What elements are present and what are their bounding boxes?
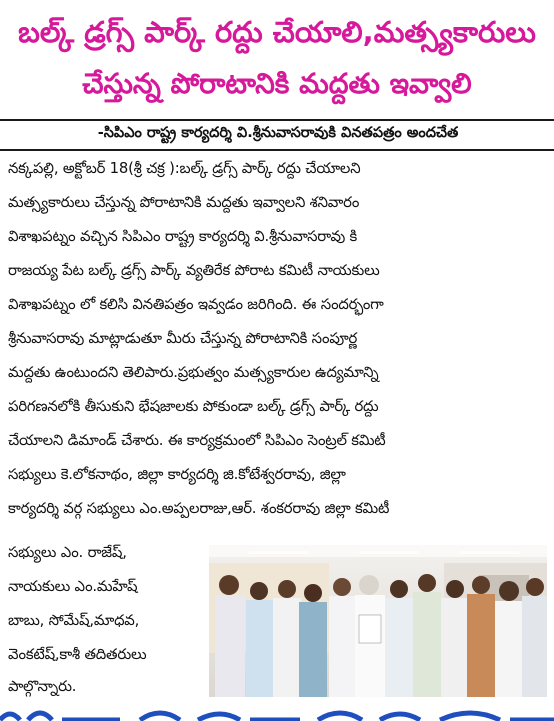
headline-line-2: చేస్తున్న పోరాటానికి మద్దతు ఇవ్వాలి [82, 67, 472, 100]
article-line: మత్స్యకారులు చేస్తున్న పోరాటానికి మద్దతు ఇవ్వాలని శనివారం [8, 194, 360, 211]
clipped-headline-fragment [0, 706, 554, 721]
article-line: కార్యదర్శి వర్గ సభ్యులు ఎం.అప్పలరాజు,ఆర్. శంకరరావు జిల్లా కమిటీ [8, 500, 390, 517]
next-article-clipped-text [0, 706, 554, 721]
article-line: వెంకటేష్,కాశీ తదితరులు [8, 646, 147, 663]
article-line: చేయాలని డిమాండ్ చేశారు. ఈ కార్యక్రమంలో సిపిఎం సెంట్రల్ కమిటీ [8, 432, 386, 449]
article-line: మద్దతు ఉంటుందని తెలిపారు.ప్రభుత్వం మత్స్యకారుల ఉద్యమాన్ని [8, 364, 379, 381]
article-line: సభ్యులు ఎం. రాజేష్, [8, 544, 127, 561]
article-line: బాబు, సోమేష్,మాధవ, [8, 612, 140, 629]
article-line: శ్రీనువాసరావు మాట్లాడుతూ మీరు చేస్తున్న పోరాటానికి సంపూర్ణ [8, 330, 358, 347]
article-line: పాల్గొన్నారు. [8, 678, 77, 695]
subheadline-bottom-rule [0, 149, 554, 151]
news-photo [209, 545, 547, 697]
article-line: నక్కపల్లి, అక్టోబర్ 18(శ్రీ చక్ర ):బల్క్ డ్రగ్స్ పార్క్ రద్దు చేయాలని [8, 160, 361, 177]
article-line: నాయకులు ఎం.మహేష్ [8, 578, 138, 595]
article-line: సభ్యులు కె.లోకనాథం, జిల్లా కార్యదర్శి జి.కోటేశ్వరరావు, జిల్లా [8, 466, 346, 483]
article-line: విశాఖపట్నం లో కలిసి వినతిపత్రం ఇవ్వడం జరిగింది. ఈ సందర్భంగా [8, 296, 384, 313]
group-photo-illustration [209, 545, 547, 697]
article-line: పరిగణనలోకి తీసుకుని భేషజాలకు పోకుండా బల్క్ డ్రగ్స్ పార్క్ రద్దు [8, 398, 379, 415]
subheadline: -సిపిఎం రాష్ట్ర కార్యదర్శి వి.శ్రీనువాసరావుకి వినతపత్రం అందచేత [97, 125, 459, 141]
headline-line-1: బల్క్ డ్రగ్స్ పార్క్ రద్దు చేయాలి,మత్స్యకారులు [18, 15, 536, 49]
article-line: విశాఖపట్నం వచ్చిన సిపిఎం రాష్ట్ర కార్యదర్శి వి.శ్రీనువాసరావు కి [8, 228, 358, 245]
article-line: రాజయ్య పేట బల్క్ డ్రగ్స్ పార్క్ వ్యతిరేక పోరాట కమిటీ నాయకులు [8, 262, 380, 279]
